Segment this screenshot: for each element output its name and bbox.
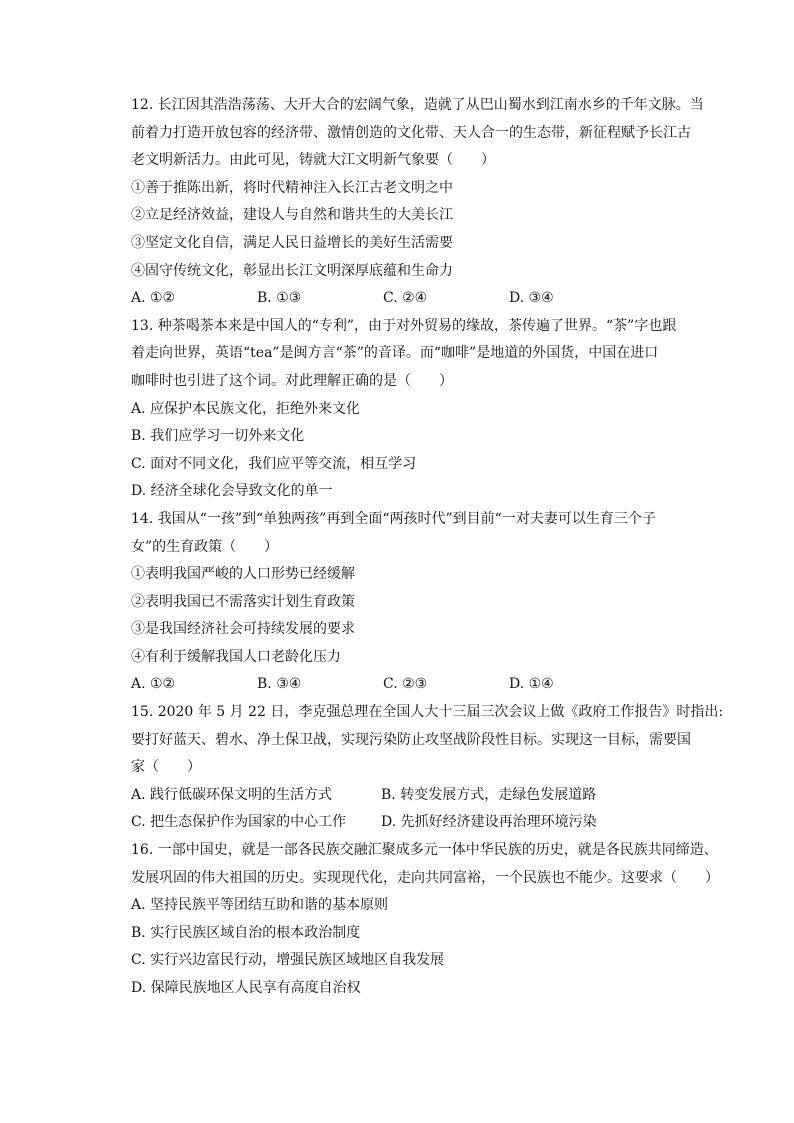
option-a: A. ①② [131,290,176,307]
option-b: B. 我们应学习一切外来文化 [131,428,305,445]
statement: ④有利于缓解我国人口老龄化压力 [131,648,341,665]
option-c: C. 实行兴边富民行动，增强民族区域地区自我发展 [131,952,445,969]
option-row [131,809,691,837]
question-16 [131,837,719,1003]
option-c: C. ②③ [383,676,428,693]
option-a: A. 坚持民族平等团结互助和谐的基本原则 [131,897,389,914]
option-row [131,671,691,699]
question-stem-line: 16. 一部中国史，就是一部各民族交融汇聚成多元一体中华民族的历史，就是各民族共同缔造、 [131,842,718,859]
statement: ①表明我国严峻的人口形势已经缓解 [131,566,355,583]
question-stem-line: 家（ ） [131,759,201,776]
question-stem-line: 要打好蓝天、碧水、净土保卫战，实现污染防止攻坚战阶段性目标。实现这一目标，需要国 [131,731,691,748]
option-c: C. 面对不同文化，我们应平等交流，相互学习 [131,455,417,472]
question-stem-line: 15. 2020 年 5 月 22 日，李克强总理在全国人大十三届三次会议上做《政府工作报告》时指出: [131,704,724,721]
statement: ②立足经济效益，建设人与自然和谐共生的大美长江 [131,207,453,224]
question-stem-line: 女”的生育政策（ ） [131,538,279,555]
question-list [131,92,724,1003]
question-12 [131,92,704,313]
option-d: D. 经济全球化会导致文化的单一 [131,483,333,500]
option-c: C. 把生态保护作为国家的中心工作 [131,814,347,831]
option-d: D. ③④ [509,290,554,307]
option-d: D. 保障民族地区人民享有高度自治权 [131,980,361,996]
question-stem-line: 前着力打造开放包容的经济带、激情创造的文化带、天人合一的生态带，新征程赋予长江古 [131,124,691,141]
question-stem-line: 13. 种茶喝茶本来是中国人的“专利”，由于对外贸易的缘故，茶传遍了世界。“茶”字也跟 [131,317,677,334]
option-a: A. 应保护本民族文化，拒绝外来文化 [131,400,361,417]
statement: ③坚定文化自信，满足人民日益增长的美好生活需要 [131,234,453,251]
statement: ②表明我国已不需落实计划生育政策 [131,593,355,610]
option-c: C. ②④ [383,290,428,307]
statement: ③是我国经济社会可持续发展的要求 [131,621,355,638]
option-a: A. ①② [131,676,176,693]
question-stem-line: 着走向世界，英语“tea”是闽方言“茶”的音译。而“咖啡”是地道的外国货，中国在进口 [131,345,659,362]
question-stem-line: 发展巩固的伟大祖国的历史。实现现代化，走向共同富裕，一个民族也不能少。这要求（ ） [131,869,719,886]
option-b: B. ①③ [257,290,302,307]
statement: ④固守传统文化，彰显出长江文明深厚底蕴和生命力 [131,262,453,279]
option-row [131,782,691,810]
option-b: B. 转变发展方式，走绿色发展道路 [381,786,597,803]
question-13 [131,313,691,506]
option-row [131,285,691,313]
statement: ①善于推陈出新，将时代精神注入长江古老文明之中 [131,179,453,196]
option-a: A. 践行低碳环保文明的生活方式 [131,786,333,803]
option-b: B. 实行民族区域自治的根本政治制度 [131,924,361,941]
question-stem-line: 14. 我国从“一孩”到“单独两孩”再到全面“两孩时代”到目前“一对夫妻可以生育三个子 [131,510,656,527]
option-b: B. ③④ [257,676,302,693]
question-14 [131,506,691,699]
question-15 [131,699,724,837]
option-d: D. 先抓好经济建设再治理环境污染 [381,814,597,831]
question-stem-line: 12. 长江因其浩浩荡荡、大开大合的宏阔气象，造就了从巴山蜀水到江南水乡的千年文脉。当 [131,97,704,113]
option-d: D. ①④ [509,676,554,693]
question-stem-line: 咖啡时也引进了这个词。对此理解正确的是（ ） [131,372,453,389]
question-stem-line: 老文明新活力。由此可见，铸就大江文明新气象要（ ） [131,152,495,169]
